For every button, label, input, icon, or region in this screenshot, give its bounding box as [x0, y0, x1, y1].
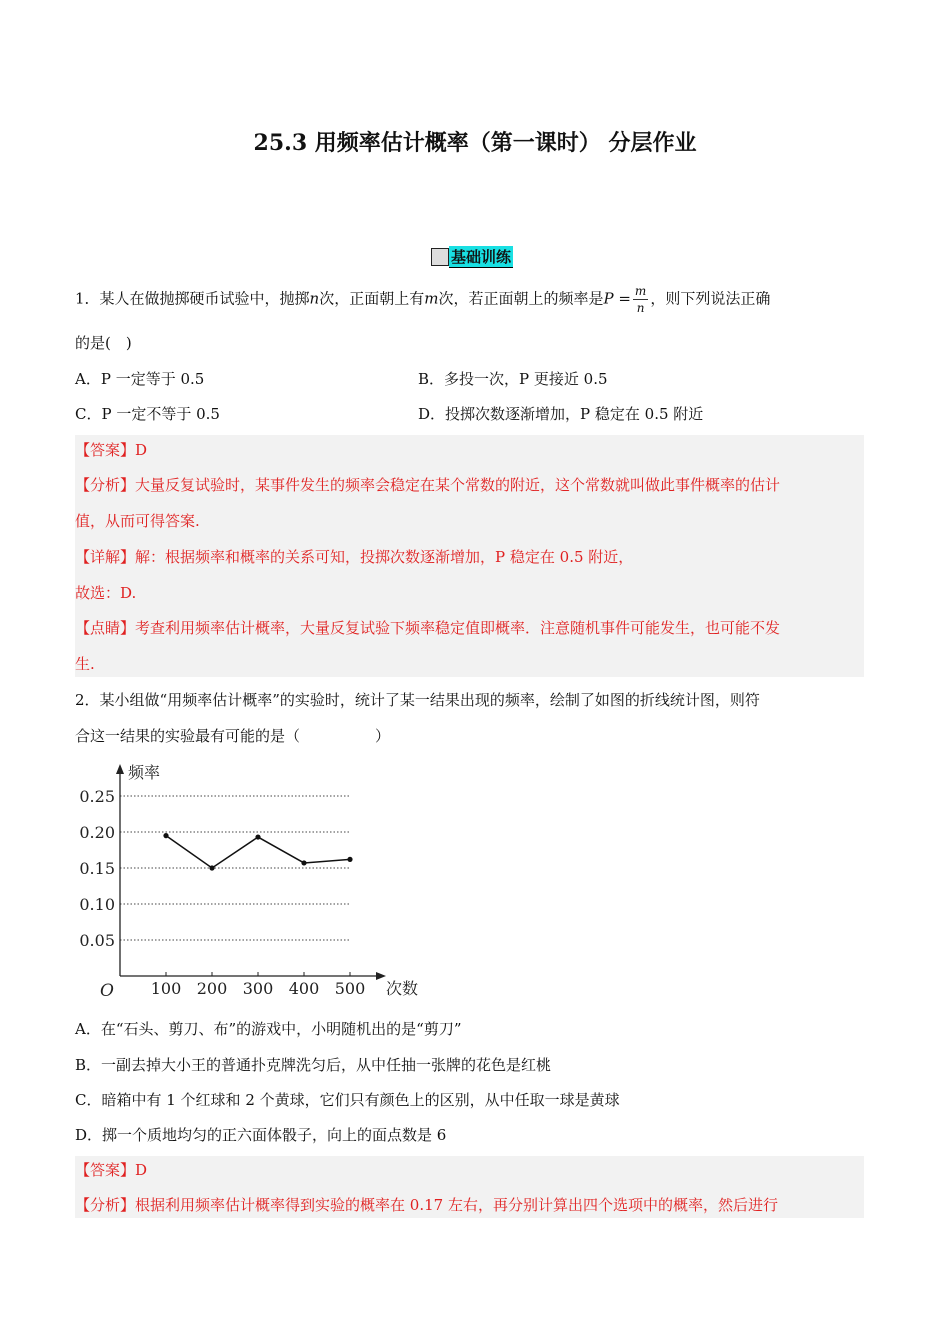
q2-analysis-tag: 【分析】: [75, 1196, 136, 1214]
section-label: 基础训练: [451, 248, 512, 266]
data-point: [347, 857, 352, 862]
q1-option-b: B．多投一次，P 更接近 0.5: [418, 370, 608, 388]
q2-option-b: B．一副去掉大小王的普通扑克牌洗匀后，从中任抽一张牌的花色是红桃: [75, 1056, 552, 1074]
q1-comment-text1: 考查利用频率估计概率，大量反复试验下频率稳定值即概率．注意随机事件可能发生，也可能不发: [135, 619, 781, 637]
origin-label: O: [100, 981, 114, 1001]
data-point: [255, 834, 260, 839]
data-point: [301, 860, 306, 865]
x-tick-label: 100: [150, 979, 182, 998]
y-tick-label: 0.15: [79, 859, 115, 878]
series-line: [166, 836, 350, 868]
q1-frac-num: m: [634, 284, 647, 298]
q1-fraction: [633, 283, 648, 316]
q1-comment-line2: 生.: [75, 655, 95, 673]
q1-var-n: n: [309, 289, 320, 308]
y-tick-label: 0.25: [79, 787, 115, 806]
q2-answer: [75, 1159, 147, 1181]
q2-analysis-text1: 根据利用频率估计概率得到实验的概率在 0.17 左右，再分别计算出四个选项中的概率，然后进行: [135, 1196, 778, 1214]
x-tick-label: 400: [288, 979, 320, 998]
q1-var-m: m: [424, 289, 439, 308]
section-header: [431, 246, 513, 266]
q1-stem-a: 1．某人在做抛掷硬币试验中，抛掷: [75, 289, 310, 308]
q2-analysis-line1: [75, 1194, 778, 1216]
q1-analysis-text1: 大量反复试验时，某事件发生的频率会稳定在某个常数的附近，这个常数就叫做此事件概率的估计: [135, 476, 781, 494]
q1-stem-line2: 的是( ): [75, 334, 132, 352]
x-axis-arrow-icon: [376, 972, 386, 980]
q2-answer-value: D: [135, 1161, 148, 1179]
q2-option-c: C．暗箱中有 1 个红球和 2 个黄球，它们只有颜色上的区别，从中任取一球是黄球: [75, 1091, 620, 1109]
q1-analysis-tag: 【分析】: [75, 476, 136, 494]
q1-answer-tag: 【答案】: [75, 441, 136, 459]
q1-p-eq: P =: [603, 289, 631, 308]
x-tick-label: 500: [334, 979, 366, 998]
q1-option-d: D．投掷次数逐渐增加，P 稳定在 0.5 附近: [418, 405, 704, 423]
frequency-line-chart: [70, 758, 430, 1003]
q1-option-c: C．P 一定不等于 0.5: [75, 405, 220, 423]
q2-answer-tag: 【答案】: [75, 1161, 136, 1179]
x-axis-label: 次数: [386, 979, 419, 998]
q1-stem-b: 次，正面朝上有: [319, 289, 425, 308]
y-tick-label: 0.10: [79, 895, 115, 914]
q1-stem-line1: [75, 283, 770, 316]
q1-detail-tag: 【详解】: [75, 548, 136, 566]
q2-stem-line1: 2．某小组做“用频率估计概率”的实验时，统计了某一结果出现的频率，绘制了如图的折线统计图，则符: [75, 691, 760, 709]
data-point: [209, 865, 214, 870]
q1-answer: [75, 439, 147, 461]
q1-comment-line1: [75, 617, 780, 639]
q2-option-d: D．掷一个质地均匀的正六面体骰子，向上的面点数是 6: [75, 1126, 447, 1144]
q1-frac-den: n: [636, 301, 645, 315]
y-tick-label: 0.20: [79, 823, 115, 842]
q1-analysis-line1: [75, 474, 780, 496]
checkbox-icon: [431, 248, 449, 266]
q1-comment-tag: 【点睛】: [75, 619, 136, 637]
x-tick-label: 300: [242, 979, 274, 998]
q1-analysis-line2: 值，从而可得答案.: [75, 512, 200, 530]
q2-option-a: A．在“石头、剪刀、布”的游戏中，小明随机出的是“剪刀”: [75, 1020, 462, 1038]
q1-answer-value: D: [135, 441, 148, 459]
q1-option-a: A．P 一定等于 0.5: [75, 370, 205, 388]
x-tick-label: 200: [196, 979, 228, 998]
q1-detail-text1: 解：根据频率和概率的关系可知，投掷次数逐渐增加，P 稳定在 0.5 附近，: [135, 548, 634, 566]
y-axis-label: 频率: [128, 763, 161, 782]
y-tick-label: 0.05: [79, 931, 115, 950]
q1-stem-c: 次，若正面朝上的频率是: [438, 289, 604, 308]
y-axis-arrow-icon: [116, 764, 124, 774]
q1-stem-d: ，则下列说法正确: [650, 289, 771, 308]
q2-stem-line2: 合这一结果的实验最有可能的是（ ）: [75, 727, 391, 745]
page-title: 25.3 用频率估计概率（第一课时） 分层作业: [253, 130, 697, 156]
q1-detail-line1: [75, 546, 633, 568]
data-point: [163, 833, 168, 838]
q1-detail-line2: 故选：D.: [75, 584, 137, 602]
